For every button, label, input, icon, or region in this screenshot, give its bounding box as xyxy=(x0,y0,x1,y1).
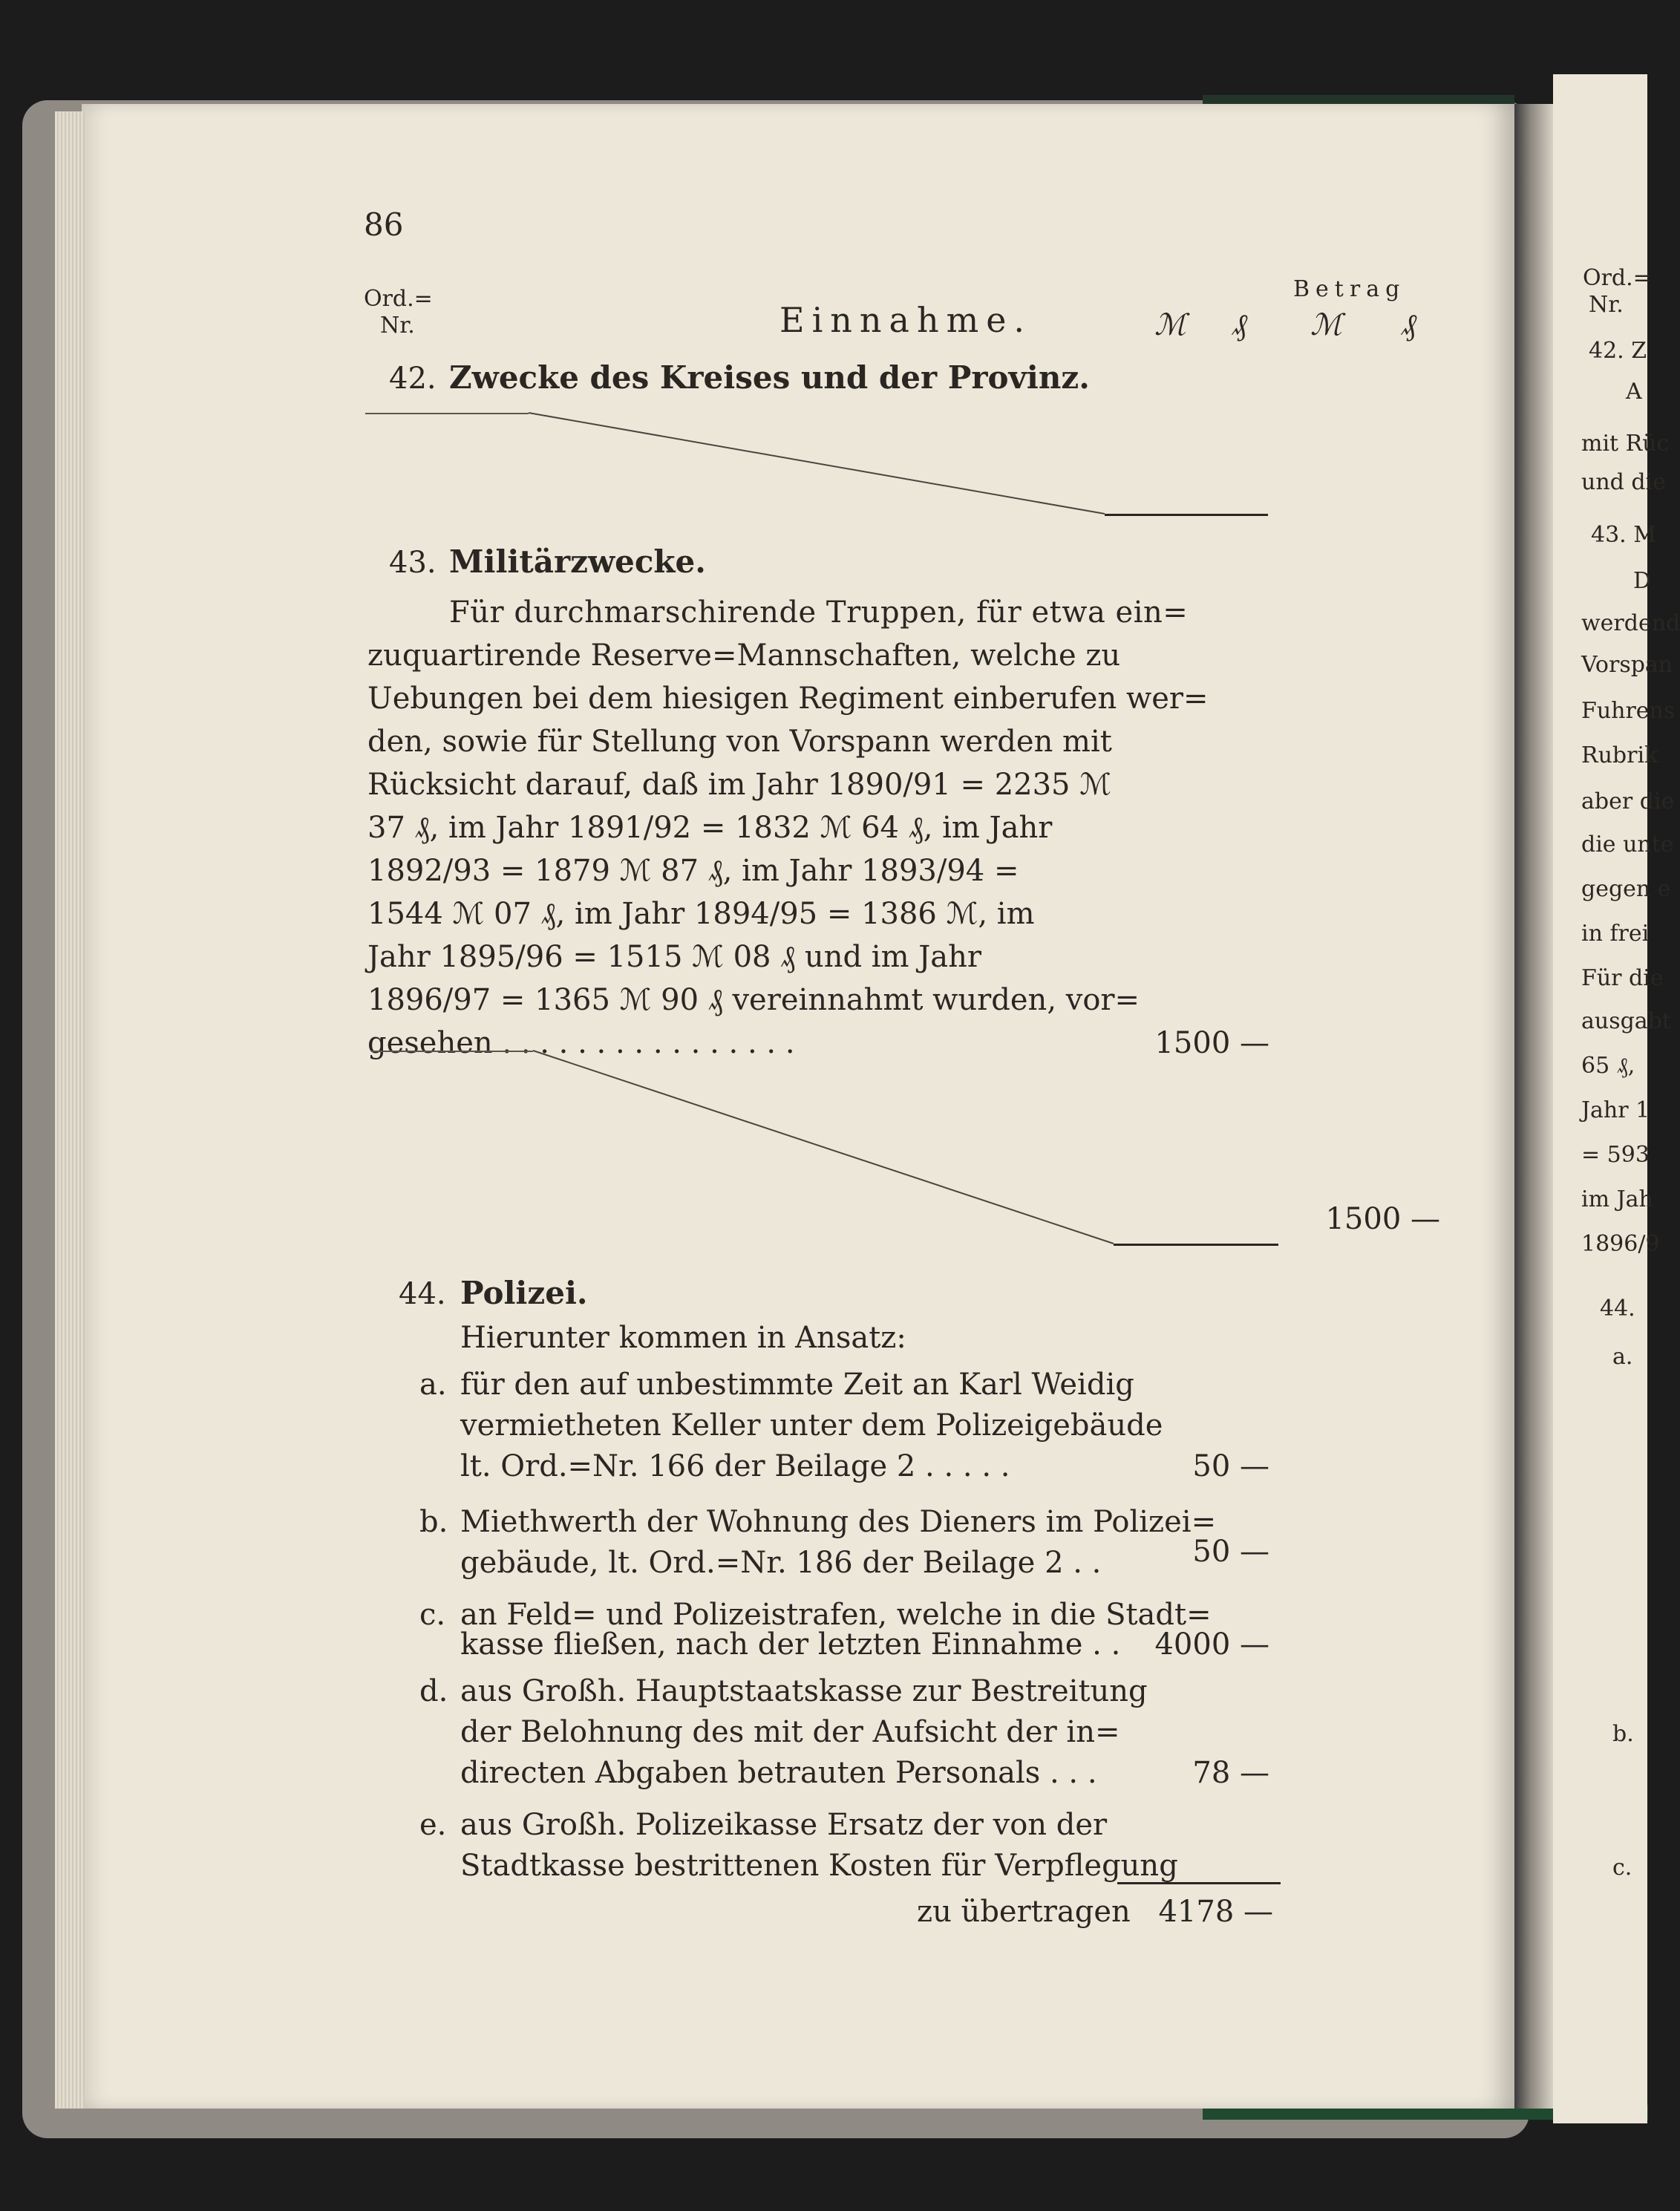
currency-pf-col2: ₰ xyxy=(1402,308,1416,342)
item-letter: a. xyxy=(419,1368,447,1402)
right-fragment: ausgabt xyxy=(1581,1008,1671,1034)
right-fragment: und die xyxy=(1581,469,1666,495)
right-fragment: im Jah xyxy=(1581,1186,1653,1212)
currency-pf-col1: ₰ xyxy=(1232,308,1247,342)
right-fragment: Jahr 1 xyxy=(1581,1097,1650,1123)
page-number: 86 xyxy=(364,206,404,243)
item-amount: 50 — xyxy=(1192,1535,1269,1569)
right-fragment: Für die xyxy=(1581,965,1664,991)
item-line: Miethwerth der Wohnung des Dieners im Polizei= xyxy=(460,1505,1217,1539)
right-fragment: 42. Z xyxy=(1589,338,1647,364)
item-line: an Feld= und Polizeistrafen, welche in die Stadt= xyxy=(460,1598,1212,1632)
section-43-rule xyxy=(371,1051,533,1052)
right-fragment: = 593 xyxy=(1581,1142,1650,1168)
item-line: aus Großh. Hauptstaatskasse zur Bestreitung xyxy=(460,1674,1148,1708)
right-fragment: 1896/9 xyxy=(1581,1231,1660,1257)
item-line: für den auf unbestimmte Zeit an Karl Weidig xyxy=(460,1368,1134,1402)
right-fragment: 65 ₰, xyxy=(1581,1053,1635,1079)
page-title: Einnahme. xyxy=(779,300,1033,340)
item-letter: b. xyxy=(419,1505,448,1539)
item-letter: c. xyxy=(419,1598,446,1632)
item-line: kasse fließen, nach der letzten Einnahme . . xyxy=(460,1627,1121,1662)
section-43-line: Rücksicht darauf, daß im Jahr 1890/91 = 2235 ℳ xyxy=(367,768,1111,802)
item-letter: d. xyxy=(419,1674,448,1708)
right-fragment: b. xyxy=(1612,1721,1634,1747)
item-line: der Belohnung des mit der Aufsicht der in= xyxy=(460,1715,1120,1749)
right-fragment: a. xyxy=(1612,1344,1633,1370)
carry-forward-rule xyxy=(1117,1882,1281,1884)
carry-forward-label: zu übertragen xyxy=(917,1895,1131,1929)
section-43-title: Militärzwecke. xyxy=(449,543,706,580)
section-43-amount: 1500 — xyxy=(1154,1026,1269,1060)
right-fragment: A xyxy=(1626,379,1642,405)
right-fragment: Nr. xyxy=(1589,292,1624,318)
section-43-line: Jahr 1895/96 = 1515 ℳ 08 ₰ und im Jahr xyxy=(367,940,981,974)
section-43-line: Uebungen bei dem hiesigen Regiment einberufen wer= xyxy=(367,682,1209,716)
currency-mark-col1: ℳ xyxy=(1154,308,1186,342)
right-fragment: aber die xyxy=(1581,788,1675,814)
ord-nr-label-top: Ord.= xyxy=(364,286,433,312)
section-43-total: 1500 — xyxy=(1325,1202,1440,1236)
currency-mark-col2: ℳ xyxy=(1310,308,1342,342)
item-line: directen Abgaben betrauten Personals . . . xyxy=(460,1756,1097,1790)
right-fragment: Vorspan xyxy=(1581,652,1673,678)
item-amount: 50 — xyxy=(1192,1449,1269,1483)
betrag-label: Betrag xyxy=(1293,276,1406,302)
item-line: lt. Ord.=Nr. 166 der Beilage 2 . . . . . xyxy=(460,1449,1010,1483)
right-fragment: in frei xyxy=(1581,921,1650,947)
section-43-line: 1896/97 = 1365 ℳ 90 ₰ vereinnahmt wurden, vor= xyxy=(367,983,1140,1017)
right-fragment: gegen e xyxy=(1581,876,1671,902)
section-43-line: 1544 ℳ 07 ₰, im Jahr 1894/95 = 1386 ℳ, im xyxy=(367,897,1035,931)
right-fragment: D xyxy=(1633,568,1652,594)
item-line: aus Großh. Polizeikasse Ersatz der von der xyxy=(460,1808,1108,1842)
section-42-number: 42. xyxy=(389,362,437,396)
right-fragment: Ord.= xyxy=(1583,265,1652,291)
section-43-sum-rule xyxy=(1114,1244,1278,1246)
section-42-title: Zwecke des Kreises und der Provinz. xyxy=(449,359,1090,396)
item-amount: 78 — xyxy=(1192,1756,1269,1790)
right-fragment: 43. M xyxy=(1591,522,1656,548)
right-fragment: Rubrik xyxy=(1581,742,1658,768)
right-fragment: c. xyxy=(1612,1855,1632,1881)
section-43-line: 37 ₰, im Jahr 1891/92 = 1832 ℳ 64 ₰, im Jahr xyxy=(367,811,1053,845)
ord-nr-label-bottom: Nr. xyxy=(380,313,415,339)
item-line: Stadtkasse bestrittenen Kosten für Verpflegung xyxy=(460,1849,1178,1883)
section-44-title: Polizei. xyxy=(460,1275,588,1311)
right-fragment: die unte xyxy=(1581,832,1674,858)
right-fragment: mit Rüc xyxy=(1581,431,1670,457)
section-43-line: den, sowie für Stellung von Vorspann werden mit xyxy=(367,725,1112,759)
section-44-number: 44. xyxy=(399,1277,446,1311)
section-44-intro: Hierunter kommen in Ansatz: xyxy=(460,1321,906,1355)
section-43-line: zuquartirende Reserve=Mannschaften, welche zu xyxy=(367,639,1121,673)
right-fragment: Fuhrens xyxy=(1581,698,1676,724)
section-43-number: 43. xyxy=(389,546,437,580)
right-fragment: 44. xyxy=(1600,1296,1635,1322)
item-amount: 4000 — xyxy=(1154,1627,1269,1662)
right-fragment: werdend xyxy=(1581,610,1680,636)
section-43-line: 1892/93 = 1879 ℳ 87 ₰, im Jahr 1893/94 = xyxy=(367,854,1019,888)
section-43-line: gesehen . . . . . . . . . . . . . . . . xyxy=(367,1026,795,1060)
item-line: gebäude, lt. Ord.=Nr. 186 der Beilage 2 . . xyxy=(460,1546,1102,1580)
carry-forward-amount: 4178 — xyxy=(1158,1895,1273,1929)
item-letter: e. xyxy=(419,1808,447,1842)
item-line: vermietheten Keller unter dem Polizeigebäude xyxy=(460,1408,1163,1443)
section-43-line: Für durchmarschirende Truppen, für etwa ein= xyxy=(449,595,1189,630)
